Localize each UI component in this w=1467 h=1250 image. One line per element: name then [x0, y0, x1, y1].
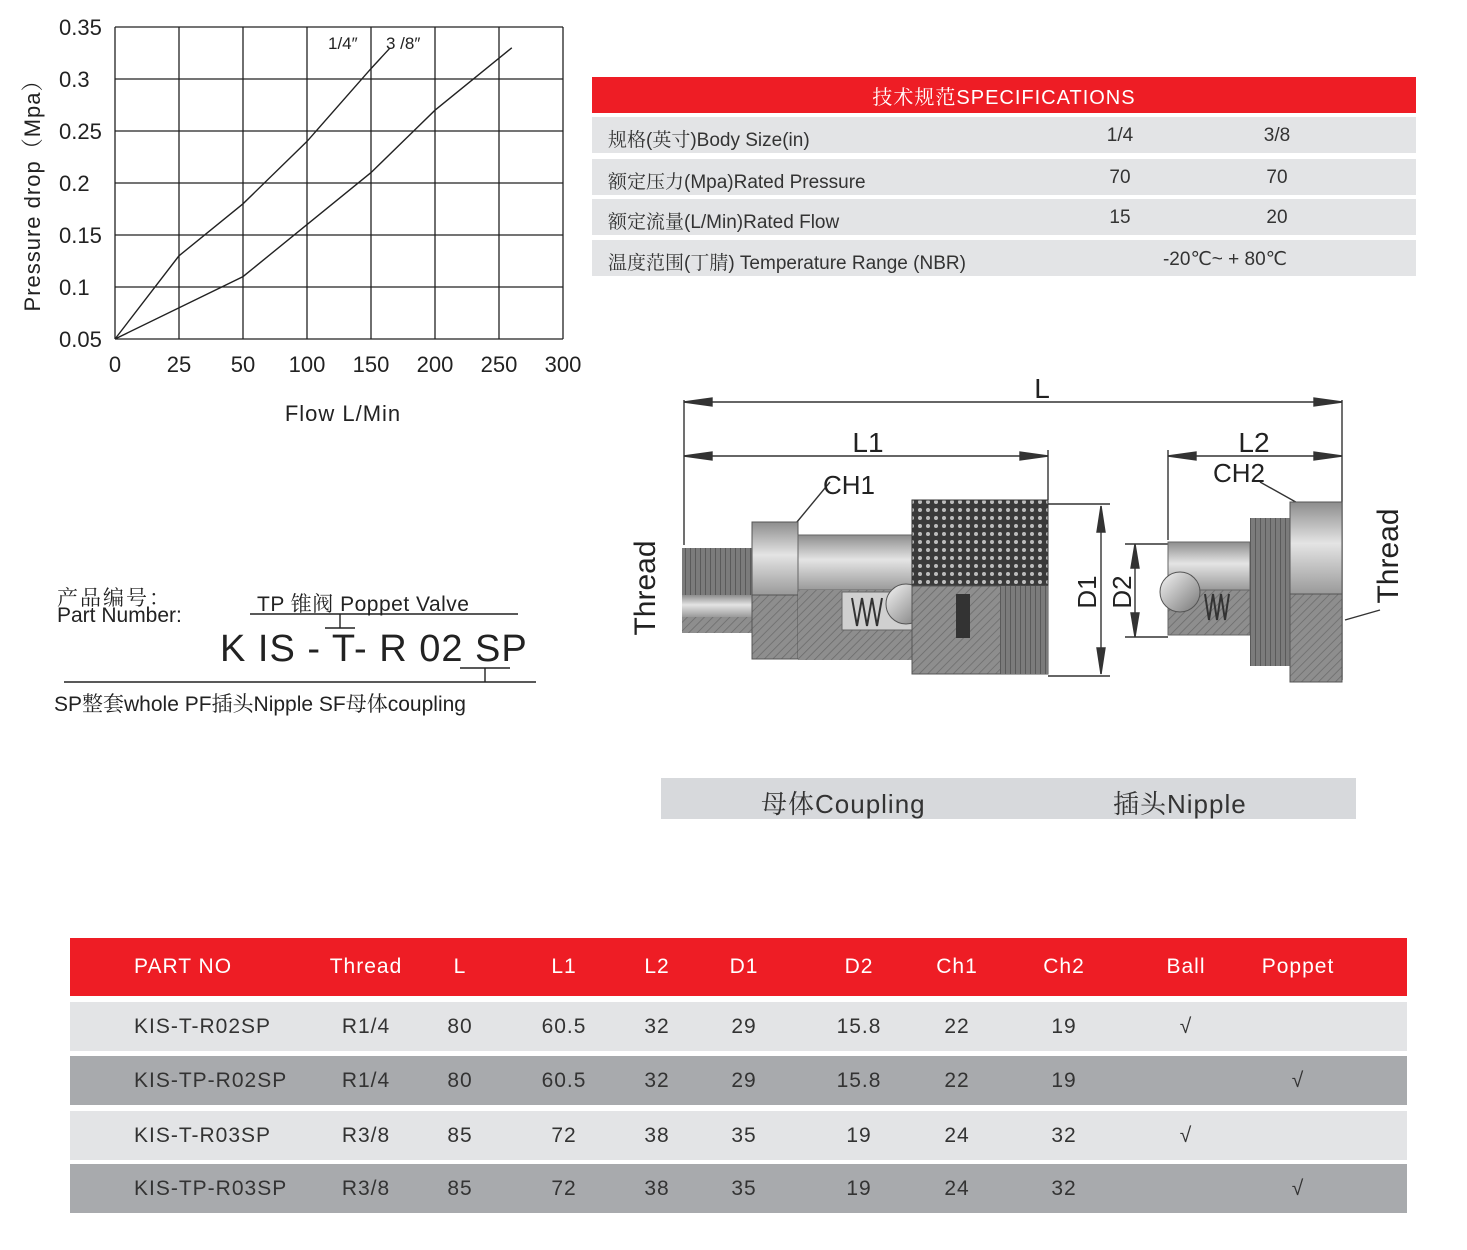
- nipple-body: [1160, 502, 1342, 682]
- series-line: [115, 48, 512, 339]
- table-row: [70, 1164, 1407, 1213]
- cell-Ch2: 19: [1051, 1068, 1077, 1092]
- series-label: 3 /8″: [386, 34, 421, 53]
- cell-thread: R1/4: [341, 1014, 391, 1038]
- y-tick-label: 0.1: [59, 275, 90, 300]
- cell-D2: 15.8: [836, 1014, 882, 1038]
- spec-value: 15: [1109, 207, 1131, 228]
- header-L2: L2: [644, 955, 670, 978]
- cell-part-no: KIS-T-R03SP: [134, 1123, 272, 1147]
- cell-part-no: KIS-T-R02SP: [134, 1014, 272, 1038]
- spec-label: 温度范围(丁腈) Temperature Range (NBR): [608, 253, 966, 274]
- part-number-brackets: [40, 610, 560, 690]
- cell-thread: R3/8: [341, 1123, 391, 1147]
- cell-L: 85: [447, 1123, 473, 1147]
- spec-value: 70: [1109, 167, 1131, 188]
- x-tick-label: 25: [166, 352, 192, 377]
- y-axis-label: Pressure drop（Mpa）: [20, 68, 45, 312]
- label-thread-right: Thread: [1372, 508, 1405, 604]
- spec-row-rated-flow: [592, 199, 1416, 235]
- series-line: [115, 48, 390, 339]
- cell-Ch1: 24: [944, 1176, 970, 1200]
- dim-L1: L1: [852, 427, 884, 458]
- header-L: L: [453, 955, 467, 978]
- y-tick-labels: [59, 15, 102, 352]
- cell-L: 80: [447, 1068, 473, 1092]
- nipple-label: 插头Nipple: [1113, 789, 1247, 819]
- spec-row-temperature: [592, 240, 1416, 276]
- spec-label: 额定流量(L/Min)Rated Flow: [608, 212, 840, 233]
- cell-L: 85: [447, 1176, 473, 1200]
- table-row: [70, 1111, 1407, 1160]
- header-L1: L1: [551, 955, 577, 978]
- cell-L2: 32: [644, 1014, 670, 1038]
- cell-Ch2: 32: [1051, 1176, 1077, 1200]
- coupling-nipple-bar: [661, 778, 1356, 819]
- parts-table-header: [70, 938, 1407, 996]
- cell-ball: √: [1179, 1123, 1193, 1147]
- spec-label: 规格(英寸)Body Size(in): [608, 130, 810, 151]
- header-Ch2: Ch2: [1043, 955, 1085, 978]
- spec-value: 20: [1266, 207, 1288, 228]
- cell-D1: 29: [731, 1014, 757, 1038]
- cell-poppet: √: [1291, 1176, 1305, 1200]
- cell-D1: 29: [731, 1068, 757, 1092]
- spec-value: 3/8: [1263, 125, 1291, 146]
- y-tick-label: 0.15: [59, 223, 102, 248]
- cell-L1: 72: [551, 1123, 577, 1147]
- cell-D2: 19: [846, 1123, 872, 1147]
- spec-value: 1/4: [1106, 125, 1134, 146]
- label-CH2: CH2: [1212, 458, 1266, 488]
- cell-part-no: KIS-TP-R03SP: [134, 1176, 288, 1200]
- series-label: 1/4″: [328, 34, 358, 53]
- cell-D2: 19: [846, 1176, 872, 1200]
- cell-L1: 60.5: [541, 1014, 587, 1038]
- cell-Ch1: 22: [944, 1068, 970, 1092]
- part-number-legend: SP整套whole PF插头Nipple SF母体coupling: [54, 693, 466, 716]
- cell-Ch1: 22: [944, 1014, 970, 1038]
- cell-D1: 35: [731, 1176, 757, 1200]
- table-row: [70, 1056, 1407, 1105]
- spec-value: 70: [1266, 167, 1288, 188]
- dim-D2: D2: [1107, 575, 1137, 609]
- spec-value: -20℃~ + 80℃: [1162, 249, 1288, 270]
- cell-D1: 35: [731, 1123, 757, 1147]
- y-tick-label: 0.05: [59, 327, 102, 352]
- header-D1: D1: [729, 955, 759, 978]
- cell-L2: 38: [644, 1123, 670, 1147]
- y-tick-label: 0.3: [59, 67, 90, 92]
- pressure-drop-chart: [0, 0, 600, 440]
- header-Ch1: Ch1: [936, 955, 978, 978]
- part-number-code: K IS - T- R 02 SP: [220, 628, 528, 670]
- y-tick-label: 0.2: [59, 171, 90, 196]
- x-tick-label: 50: [230, 352, 256, 377]
- header-ball: Ball: [1166, 955, 1206, 978]
- cell-thread: R1/4: [341, 1068, 391, 1092]
- cell-thread: R3/8: [341, 1176, 391, 1200]
- y-tick-label: 0.25: [59, 119, 102, 144]
- specifications-table: [592, 77, 1416, 274]
- coupling-cross-section-drawing: [620, 370, 1420, 700]
- label-CH1: CH1: [822, 470, 876, 500]
- part-number-type-note: TP 锥阀 Poppet Valve: [257, 593, 470, 616]
- part-number-label-zh: 产品编号：: [57, 587, 172, 610]
- cell-poppet: √: [1291, 1068, 1305, 1092]
- part-number-label-en: Part Number:: [57, 604, 182, 627]
- y-tick-label: 0.35: [59, 15, 102, 40]
- cell-ball: √: [1179, 1014, 1193, 1038]
- cell-D2: 15.8: [836, 1068, 882, 1092]
- cell-Ch1: 24: [944, 1123, 970, 1147]
- x-axis-label: Flow L/Min: [284, 401, 402, 426]
- spec-header: 技术规范SPECIFICATIONS: [592, 77, 1416, 113]
- x-tick-label: 300: [544, 352, 582, 377]
- x-tick-label: 100: [288, 352, 326, 377]
- chart-series: [115, 34, 512, 339]
- cell-L1: 60.5: [541, 1068, 587, 1092]
- cell-L2: 38: [644, 1176, 670, 1200]
- spec-label: 额定压力(Mpa)Rated Pressure: [608, 172, 866, 193]
- dim-L: L: [1034, 373, 1050, 404]
- spec-row-body-size: [592, 117, 1416, 153]
- x-tick-label: 250: [480, 352, 518, 377]
- x-tick-label: 200: [416, 352, 454, 377]
- dim-L2: L2: [1238, 427, 1270, 458]
- cell-L2: 32: [644, 1068, 670, 1092]
- cell-L1: 72: [551, 1176, 577, 1200]
- cell-part-no: KIS-TP-R02SP: [134, 1068, 288, 1092]
- header-thread: Thread: [329, 955, 403, 978]
- header-poppet: Poppet: [1261, 955, 1335, 978]
- dim-D1: D1: [1072, 575, 1102, 609]
- spec-row-rated-pressure: [592, 159, 1416, 195]
- coupling-label: 母体Coupling: [761, 789, 926, 819]
- x-tick-label: 150: [352, 352, 390, 377]
- table-row: [70, 1002, 1407, 1051]
- cell-L: 80: [447, 1014, 473, 1038]
- chart-grid: [115, 27, 563, 339]
- header-part-no: PART NO: [134, 955, 233, 978]
- coupling-body: [682, 500, 1048, 674]
- header-D2: D2: [844, 955, 874, 978]
- label-thread-left: Thread: [629, 540, 662, 636]
- cell-Ch2: 19: [1051, 1014, 1077, 1038]
- x-tick-label: 0: [108, 352, 122, 377]
- cell-Ch2: 32: [1051, 1123, 1077, 1147]
- x-tick-labels: [109, 352, 581, 377]
